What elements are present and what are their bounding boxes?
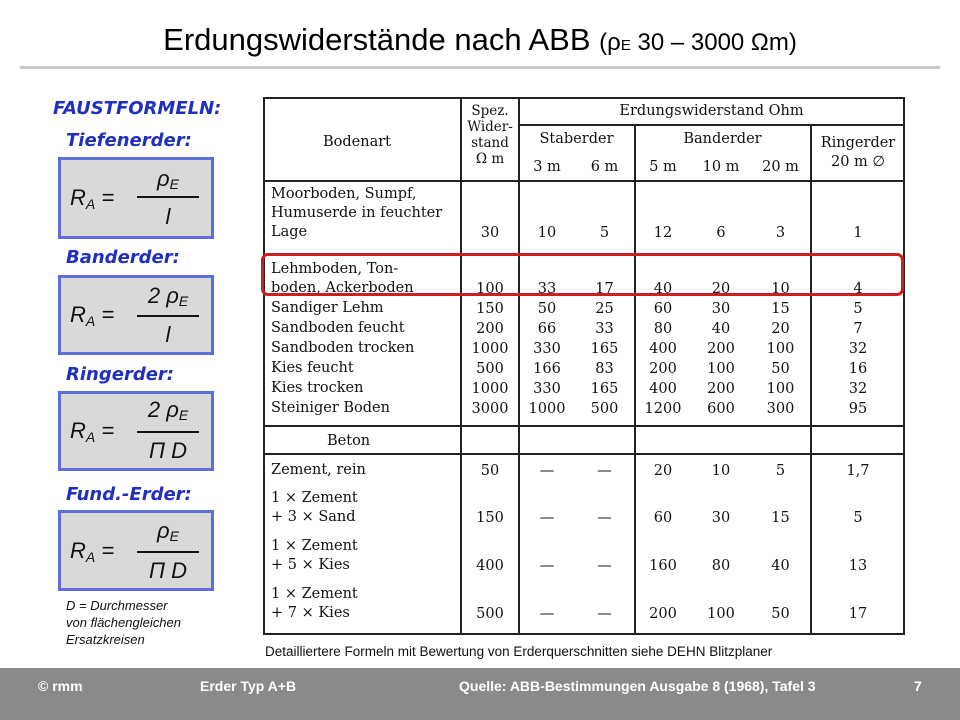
table-cell: 3: [775, 225, 786, 241]
formula-numerator: 2 $\rho_E$: [147, 283, 189, 309]
table-cell: 1200: [644, 401, 682, 417]
footer-bar: [0, 668, 960, 720]
soil-type-name: Kies trocken: [271, 380, 364, 396]
header-col-5m: 5 m: [649, 159, 677, 175]
table-cell: 500: [476, 606, 504, 622]
formula-box-ringerder: [58, 391, 214, 471]
header-banderder: Banderder: [683, 131, 762, 147]
table-cell: 200: [649, 606, 677, 622]
table-cell: 17: [595, 281, 614, 297]
fraction-bar: [137, 196, 199, 198]
fraction-bar: [137, 431, 199, 433]
table-cell: 40: [771, 558, 790, 574]
fraction-bar: [137, 315, 199, 317]
table-cell: 20: [711, 281, 731, 297]
table-cell: 330: [533, 341, 561, 357]
formula-denominator: Π D: [149, 438, 187, 463]
title-main: Erdungswiderstände nach ABB: [163, 22, 591, 57]
formula-numerator: $\rho_E$: [157, 166, 179, 192]
table-cell: 100: [707, 606, 735, 622]
soil-type-name: 1 × Zement + 7 × Kies: [271, 586, 358, 621]
table-cell: 10: [711, 463, 731, 479]
table-cell: 6: [716, 225, 726, 241]
table-cell: 32: [848, 341, 868, 357]
title-range: 30 – 3000 Ωm): [630, 29, 797, 56]
table-cell: 16: [848, 361, 868, 377]
table-cell: 1000: [471, 381, 509, 397]
formula-box-banderder: [58, 275, 214, 355]
footer-topic: Erder Typ A+B: [200, 678, 297, 694]
header-ringerder-diameter: 20 m ∅: [830, 154, 886, 170]
table-cell: 10: [537, 225, 557, 241]
table-cell: 5: [599, 225, 610, 241]
formula-ra: $R_A$ =: [70, 302, 115, 329]
table-cell: 500: [476, 361, 504, 377]
header-staberder: Staberder: [539, 131, 614, 147]
table-cell: 100: [766, 341, 795, 357]
table-cell: 166: [533, 361, 561, 377]
table-cell: 400: [476, 558, 504, 574]
footer-copyright: © rmm: [38, 678, 83, 694]
table-cell: 1000: [528, 401, 566, 417]
formula-label-tiefenerder: Tiefenerder:: [66, 130, 192, 151]
table-cell: —: [597, 606, 612, 622]
table-cell: 200: [707, 341, 735, 357]
table-cell: —: [597, 510, 612, 526]
soil-type-name: Sandboden trocken: [271, 340, 415, 356]
table-cell: 25: [595, 301, 614, 317]
table-cell: 165: [590, 381, 619, 397]
footer-source: Quelle: ABB-Bestimmungen Ausgabe 8 (1968), Tafel 3: [459, 678, 816, 694]
formula-ra: $R_A$ =: [70, 185, 115, 212]
table-cell: 60: [653, 301, 673, 317]
header-ringerder: Ringerder: [820, 135, 896, 151]
soil-type-name: Sandboden feucht: [271, 320, 405, 336]
diameter-note: D = Durchmesser von flächengleichen Ersatzkreisen: [66, 598, 181, 647]
soil-type-name: 1 × Zement + 3 × Sand: [271, 490, 358, 525]
table-cell: 10: [771, 281, 790, 297]
table-cell: —: [539, 606, 555, 622]
table-cell: 400: [649, 381, 677, 397]
table-cell: 33: [537, 281, 557, 297]
table-cell: 500: [590, 401, 619, 417]
formula-ra: $R_A$ =: [70, 538, 115, 565]
header-col-3m: 3 m: [533, 159, 561, 175]
table-cell: 20: [771, 321, 790, 337]
table-cell: 15: [771, 301, 790, 317]
table-cell: 13: [848, 558, 868, 574]
table-cell: 7: [853, 321, 863, 337]
table-cell: 150: [476, 510, 504, 526]
table-cell: 30: [711, 301, 731, 317]
soil-type-name: Lehmboden, Ton- boden, Ackerboden: [271, 261, 414, 296]
table-cell: 5: [853, 510, 863, 526]
table-cell: 4: [853, 281, 863, 297]
table-cell: 40: [711, 321, 731, 337]
table-cell: 5: [853, 301, 863, 317]
footer-page-number: 7: [914, 678, 922, 694]
header-spez: Spez. Wider- stand Ω m: [467, 103, 513, 167]
formula-box-tiefenerder: [58, 157, 214, 239]
table-cell: 1000: [471, 341, 509, 357]
table-cell: —: [597, 463, 612, 479]
header-col-20m: 20 m: [762, 159, 799, 175]
header-bodenart: Bodenart: [323, 134, 391, 150]
formula-denominator: Π D: [149, 558, 187, 583]
table-cell: 160: [649, 558, 677, 574]
table-cell: 200: [707, 381, 735, 397]
table-cell: 330: [533, 381, 561, 397]
table-cell: 600: [707, 401, 735, 417]
page-title: [0, 22, 960, 58]
table-cell: 12: [653, 225, 673, 241]
title-divider: [20, 66, 940, 69]
table-cell: 100: [766, 381, 795, 397]
table-cell: 3000: [471, 401, 509, 417]
fraction-bar: [137, 551, 199, 553]
table-cell: —: [539, 558, 555, 574]
header-col-10m: 10 m: [702, 159, 740, 175]
earthing-resistance-table: [263, 97, 905, 635]
soil-type-name: 1 × Zement + 5 × Kies: [271, 538, 358, 573]
soil-type-name: Zement, rein: [271, 462, 366, 478]
table-cell: 5: [775, 463, 786, 479]
table-cell: 83: [595, 361, 614, 377]
table-cell: 80: [653, 321, 673, 337]
formula-denominator: l: [165, 204, 171, 229]
table-cell: 30: [711, 510, 731, 526]
formula-box-fund-erder: [58, 510, 214, 591]
faustformeln-heading: FAUSTFORMELN:: [53, 98, 222, 119]
table-cell: —: [539, 510, 555, 526]
table-cell: —: [597, 558, 612, 574]
caption: Detailliertere Formeln mit Bewertung von Erderquerschnitten siehe DEHN Blitzplaner: [265, 644, 773, 659]
section-beton: Beton: [327, 433, 371, 449]
table-cell: 200: [649, 361, 677, 377]
highlight-lehmboden: [261, 253, 904, 296]
table-cell: 1,7: [846, 463, 870, 479]
table-cell: 300: [766, 401, 795, 417]
formula-label-fund-erder: Fund.-Erder:: [66, 484, 192, 505]
formula-numerator: $\rho_E$: [157, 518, 179, 544]
table-cell: 95: [848, 401, 868, 417]
table-cell: 200: [476, 321, 504, 337]
table-cell: 40: [653, 281, 673, 297]
table-cell: 32: [848, 381, 868, 397]
table-cell: 100: [476, 281, 504, 297]
table-cell: 15: [771, 510, 790, 526]
table-cell: 80: [711, 558, 731, 574]
soil-type-name: Steiniger Boden: [271, 400, 390, 416]
table-cell: 150: [476, 301, 504, 317]
table-cell: 50: [771, 361, 790, 377]
table-cell: 165: [590, 341, 619, 357]
title-sub-e: E: [620, 37, 631, 54]
table-cell: 400: [649, 341, 677, 357]
header-col-6m: 6 m: [590, 159, 619, 175]
table-cell: 50: [537, 301, 557, 317]
table-cell: 17: [848, 606, 868, 622]
table-cell: 20: [653, 463, 673, 479]
table-cell: 30: [480, 225, 500, 241]
table-cell: 1: [853, 225, 863, 241]
table-cell: 100: [707, 361, 735, 377]
formula-label-ringerder: Ringerder:: [66, 364, 174, 385]
header-erdungswiderstand: Erdungswiderstand Ohm: [619, 103, 804, 119]
table-cell: —: [539, 463, 555, 479]
formula-denominator: l: [165, 322, 171, 347]
table-cell: 50: [480, 463, 500, 479]
table-cell: 50: [771, 606, 790, 622]
table-cell: 66: [537, 321, 557, 337]
soil-type-name: Sandiger Lehm: [271, 300, 384, 316]
soil-type-name: Kies feucht: [271, 360, 354, 376]
soil-type-name: Moorboden, Sumpf, Humuserde in feuchter Lage: [271, 186, 443, 240]
table-cell: 60: [653, 510, 673, 526]
title-open: (ρ: [599, 29, 621, 56]
formula-ra: $R_A$ =: [70, 418, 115, 445]
formula-label-banderder: Banderder:: [66, 247, 180, 268]
table-cell: 33: [595, 321, 614, 337]
formula-numerator: 2 $\rho_E$: [147, 397, 189, 423]
